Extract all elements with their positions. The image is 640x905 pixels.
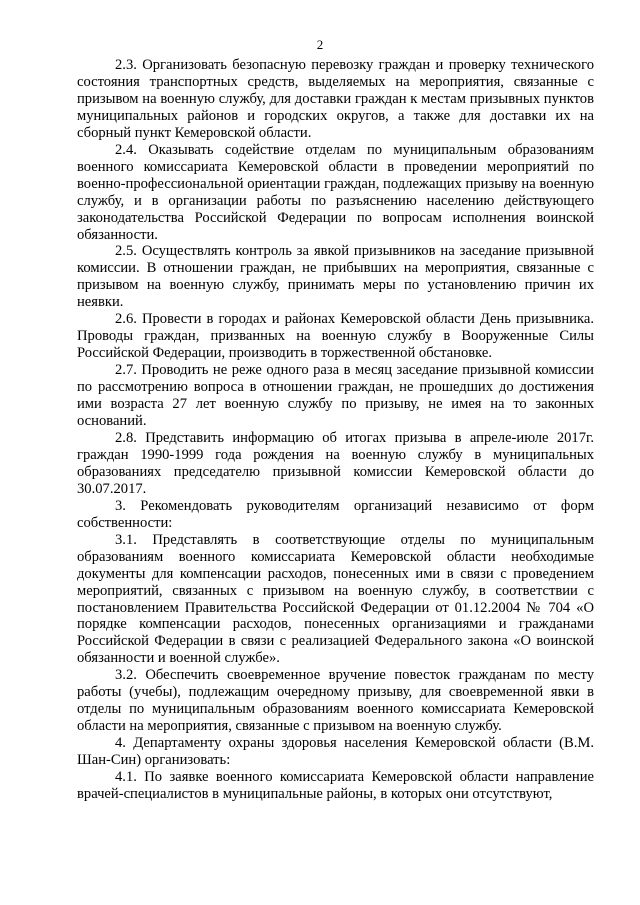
page-number: 2 bbox=[316, 37, 324, 52]
paragraph-2-7: 2.7. Проводить не реже одного раза в месяц заседание призывной комиссии по рассмотрению вопроса в отношении граждан, не прошедших до достижения ими возраста 27 лет военную службу по призыву, не имея на то законных оснований. bbox=[77, 362, 594, 430]
paragraph-2-6: 2.6. Провести в городах и районах Кемеровской области День призывника. Проводы граждан, призванных на военную службу в Вооруженные Силы Российской Федерации, производить в торжественной обстановке. bbox=[77, 311, 594, 362]
paragraph-2-8: 2.8. Представить информацию об итогах призыва в апреле-июле 2017г. граждан 1990-1999 года рождения на военную службу в муниципальных образованиях председателю призывной комиссии Кемеровской области до 30.07.2017. bbox=[77, 429, 594, 497]
paragraph-2-5: 2.5. Осуществлять контроль за явкой призывников на заседание призывной комиссии. В отношении граждан, не прибывших на мероприятия, связанные с призывом на военную службу, принимать меры по установлению причин их неявки. bbox=[77, 243, 594, 311]
paragraph-3-2: 3.2. Обеспечить своевременное вручение повесток гражданам по месту работы (учебы), подлежащим очередному призыву, для своевременной явки в отделы по муниципальным образованиям военного комиссариата Кемеровской области на мероприятия, связанные с призывом на военную службу. bbox=[77, 667, 594, 735]
paragraph-2-4: 2.4. Оказывать содействие отделам по муниципальным образованиям военного комиссариата Кемеровской области в проведении мероприятий по военно-профессиональной ориентации граждан, подлежащих призыву на военную службу, и в организации работы по разъяснению населению действующего законодательства Российской Федерации по вопросам исполнения воинской обязанности. bbox=[77, 141, 594, 243]
paragraph-4: 4. Департаменту охраны здоровья населения Кемеровской области (В.М. Шан-Син) организовать: bbox=[77, 735, 594, 769]
paragraph-4-1: 4.1. По заявке военного комиссариата Кемеровской области направление врачей-специалистов в муниципальные районы, в которых они отсутствуют, bbox=[77, 769, 594, 802]
paragraph-2-3: 2.3. Организовать безопасную перевозку граждан и проверку технического состояния транспортных средств, выделяемых на мероприятия, связанные с призывом на военную службу, для доставки граждан к местам призывных пунктов муниципальных районов и городских округов, а также для доставки их на сборный пункт Кемеровской области. bbox=[77, 57, 594, 141]
paragraph-3: 3. Рекомендовать руководителям организаций независимо от форм собственности: bbox=[77, 497, 594, 531]
paragraph-3-1: 3.1. Представлять в соответствующие отделы по муниципальным образованиям военного комиссариата Кемеровской области необходимые документы для компенсации расходов, понесенных ими в связи с проведением мероприятий, связанных с призывом на военную службу, в соответствии с постановлением Правительства Российской Федерации от 01.12.2004 № 704 «О порядке компенсации расходов, понесенных организациями и гражданами Российской Федерации в связи с реализацией Федерального закона «О воинской обязанности и военной службе». bbox=[77, 531, 594, 667]
document-body bbox=[77, 57, 594, 803]
